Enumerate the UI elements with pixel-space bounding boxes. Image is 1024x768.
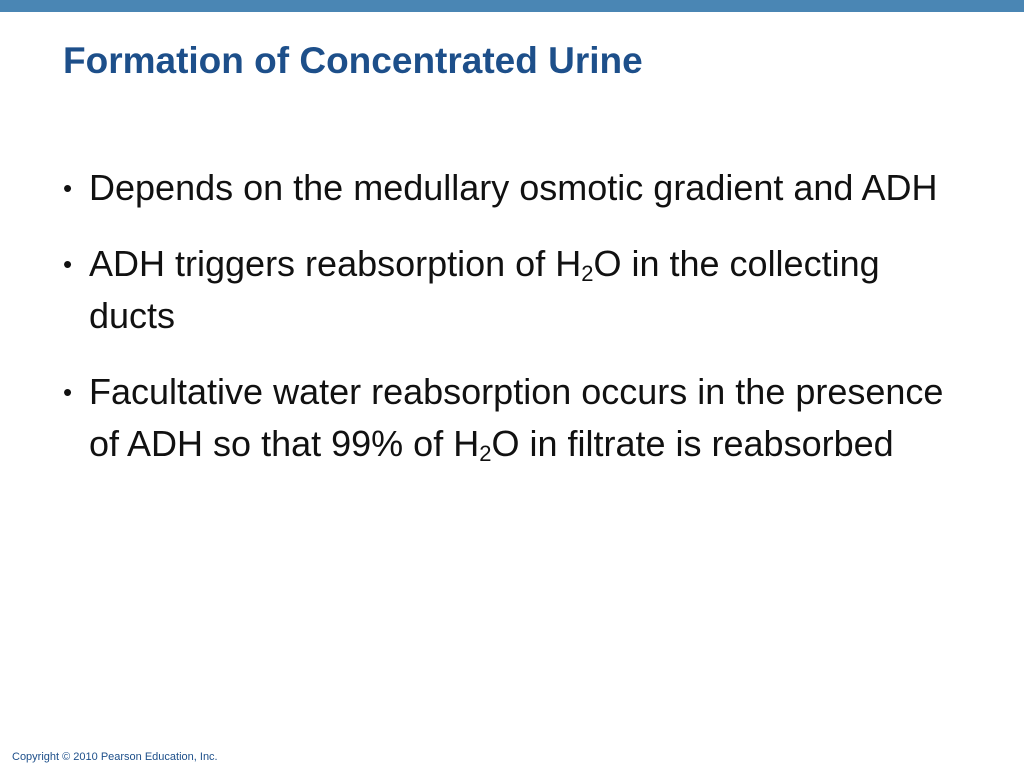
bullet-text-part-2: O in filtrate is reabsorbed: [491, 423, 894, 464]
bullet-list: [60, 162, 970, 494]
copyright-notice: Copyright © 2010 Pearson Education, Inc.: [12, 751, 218, 763]
bullet-item-adh-reabsorption: [60, 238, 970, 342]
slide-title: Formation of Concentrated Urine: [63, 40, 643, 81]
bullet-marker: •: [63, 249, 73, 279]
water-subscript: 2: [479, 441, 492, 466]
bullet-marker: •: [63, 377, 73, 407]
bullet-item-medullary-gradient: [60, 162, 970, 214]
bullet-item-facultative-reabsorption: [60, 366, 970, 470]
bullet-text-part-1: ADH triggers reabsorption of H: [89, 243, 582, 284]
bullet-text-part-2: O in the collecting ducts: [89, 243, 880, 336]
bullet-marker: •: [63, 173, 73, 203]
water-subscript: 2: [581, 261, 594, 286]
bullet-text: Depends on the medullary osmotic gradient and ADH: [89, 167, 938, 208]
bullet-text-part-1: Facultative water reabsorption occurs in the presence of ADH so that 99% of H: [89, 371, 944, 464]
top-accent-bar: [0, 0, 1024, 12]
